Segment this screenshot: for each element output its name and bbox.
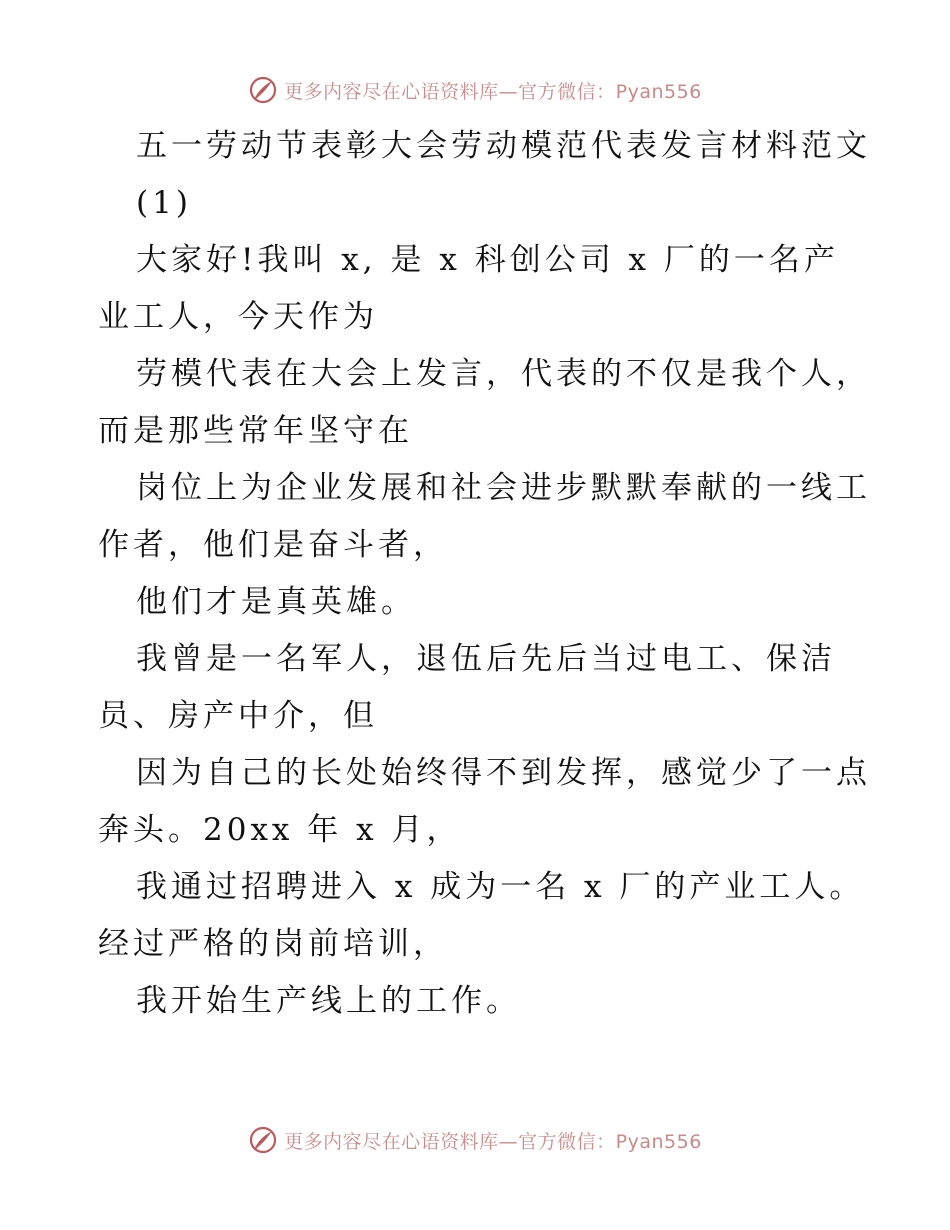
- watermark-text: 更多内容尽在心语资料库—官方微信：Pyan556: [284, 80, 702, 103]
- document-line-11: [98, 688, 858, 745]
- line-text: 我曾是一名军人，退伍后先后当过电工、保洁: [136, 641, 836, 677]
- footer-watermark: [0, 1120, 950, 1160]
- line-text: 五一劳动节表彰大会劳动模范代表发言材料范文: [136, 128, 871, 164]
- document-line-5: [98, 346, 871, 403]
- document-line-13: [98, 802, 858, 859]
- document-line-15: [98, 916, 858, 973]
- document-line-6: [98, 403, 858, 460]
- line-text: 员、房产中介，但: [98, 698, 378, 734]
- line-text: (1): [136, 185, 192, 221]
- document-line-1: [98, 118, 871, 175]
- line-text: 因为自己的长处始终得不到发挥，感觉少了一点: [136, 755, 871, 791]
- document-line-12: [98, 745, 871, 802]
- document-line-7: [98, 460, 871, 517]
- document-line-14: [98, 859, 865, 916]
- line-text: 他们才是真英雄。: [136, 584, 416, 620]
- header-watermark: [0, 70, 950, 110]
- document-line-9: [98, 574, 858, 631]
- line-text: 奔头。20xx 年 x 月，: [98, 812, 462, 848]
- quill-logo-icon: [248, 1125, 278, 1155]
- document-line-16: [98, 973, 858, 1030]
- line-text: 岗位上为企业发展和社会进步默默奉献的一线工: [136, 470, 871, 506]
- quill-logo-icon: [248, 75, 278, 105]
- document-line-2: [98, 175, 858, 232]
- line-text: 我通过招聘进入 x 成为一名 x 厂的产业工人。: [136, 869, 865, 905]
- line-text: 作者，他们是奋斗者，: [98, 527, 448, 563]
- line-text: 劳模代表在大会上发言，代表的不仅是我个人，: [136, 356, 871, 392]
- document-body: [98, 118, 871, 1030]
- line-text: 大家好!我叫 x, 是 x 科创公司 x 厂的一名产: [136, 242, 839, 278]
- line-text: 我开始生产线上的工作。: [136, 983, 521, 1019]
- document-line-4: [98, 289, 858, 346]
- document-line-3: [98, 232, 858, 289]
- line-text: 经过严格的岗前培训，: [98, 926, 448, 962]
- watermark-text: 更多内容尽在心语资料库—官方微信：Pyan556: [284, 1130, 702, 1153]
- line-text: 业工人，今天作为: [98, 299, 378, 335]
- document-line-8: [98, 517, 858, 574]
- line-text: 而是那些常年坚守在: [98, 413, 413, 449]
- document-line-10: [98, 631, 858, 688]
